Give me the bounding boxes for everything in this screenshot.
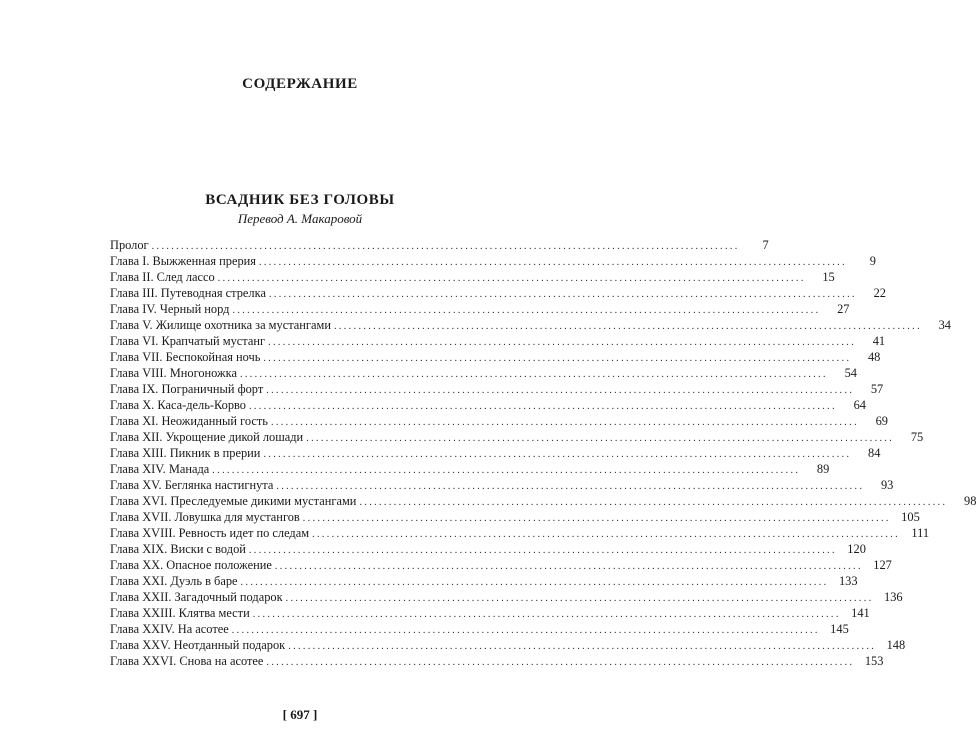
toc-entry [110, 381, 884, 397]
toc-entry-title: Глава V. Жилище охотника за мустангами [110, 318, 331, 332]
toc-entry [110, 557, 892, 573]
toc-entry-title: Глава X. Каса-дель-Корво [110, 398, 246, 412]
toc-entry-title: Глава XIX. Виски с водой [110, 542, 246, 556]
toc-entry [110, 253, 876, 269]
toc-entry-title: Глава XVII. Ловушка для мустангов [110, 510, 300, 524]
toc-leader-dots: ........................................................................................................................ [276, 481, 865, 492]
toc-entry-page: 120 [847, 542, 866, 556]
toc-entry-title: Глава XXII. Загадочный подарок [110, 590, 283, 604]
toc-leader-dots: ........................................................................................................................ [232, 305, 821, 316]
toc-leader-dots: ........................................................................................................................ [306, 433, 895, 444]
toc-entry [110, 429, 924, 445]
translator-credit: Перевод А. Макаровой [237, 211, 363, 226]
toc-leader-dots: ........................................................................................................................ [274, 561, 863, 572]
page-number: [ 697 ] [282, 707, 318, 722]
toc-entry-title: Глава XVIII. Ревность идет по следам [110, 526, 310, 540]
toc-entry-title: Глава XV. Беглянка настигнута [110, 478, 274, 492]
toc-entry-page: 93 [880, 478, 894, 492]
toc-entry-page: 84 [868, 446, 881, 460]
toc-entry-page: 9 [869, 254, 876, 268]
toc-entry [110, 461, 830, 477]
toc-entry [110, 605, 870, 621]
toc-entry-page: 75 [910, 430, 924, 444]
toc-leader-dots: ........................................................................................................................ [268, 337, 857, 348]
toc-entry-title: Глава XIII. Пикник в прерии [110, 446, 261, 460]
toc-entry-page: 141 [851, 606, 870, 620]
toc-entry-page: 98 [964, 494, 976, 508]
toc-entry-page: 69 [875, 414, 888, 428]
toc-entry-title: Глава IV. Черный норд [110, 302, 230, 316]
toc-entry-page: 41 [872, 334, 886, 348]
toc-entry-page: 89 [816, 462, 830, 476]
toc-entry [110, 541, 866, 557]
toc-leader-dots: ........................................................................................................................ [151, 241, 740, 252]
toc-entry-page: 48 [867, 350, 881, 364]
toc-entry-page: 54 [844, 366, 857, 380]
toc-entry [110, 317, 951, 333]
toc-entry [110, 509, 920, 525]
toc-entry-title: Глава XXIV. На асотее [110, 622, 229, 636]
toc-entry-page: 15 [822, 270, 835, 284]
toc-leader-dots: ........................................................................................................................ [268, 289, 857, 300]
toc-entry [110, 397, 866, 413]
toc-entry [110, 301, 850, 317]
work-title: ВСАДНИК БЕЗ ГОЛОВЫ [205, 192, 395, 208]
toc-leader-dots: ........................................................................................................................ [263, 449, 852, 460]
toc-entry [110, 573, 858, 589]
toc-entry [110, 285, 886, 301]
toc-leader-dots: ........................................................................................................................ [240, 577, 829, 588]
toc-entry-page: 148 [886, 638, 906, 652]
toc-entry [110, 493, 976, 509]
toc-entry [110, 637, 906, 653]
toc-entry-page: 133 [838, 574, 858, 588]
toc-leader-dots: ........................................................................................................................ [285, 593, 874, 604]
toc-entry-title: Глава VII. Беспокойная ночь [110, 350, 261, 364]
toc-entry [110, 445, 881, 461]
toc-entry-title: Глава XII. Укрощение дикой лошади [110, 430, 304, 444]
toc-entry-title: Глава III. Путеводная стрелка [110, 286, 266, 300]
toc-entry-title: Глава XXI. Дуэль в баре [110, 574, 238, 588]
toc-entry [110, 653, 884, 669]
toc-leader-dots: ........................................................................................................................ [258, 257, 847, 268]
toc-entry-page: 105 [901, 510, 920, 524]
toc-leader-dots: ........................................................................................................................ [239, 369, 828, 380]
toc-leader-dots: ........................................................................................................................ [263, 353, 852, 364]
toc-entry-title: Глава VIII. Многоножка [110, 366, 237, 380]
toc-leader-dots: ........................................................................................................................ [252, 609, 841, 620]
toc-leader-dots: ........................................................................................................................ [266, 385, 855, 396]
toc-leader-dots: ........................................................................................................................ [302, 513, 891, 524]
toc-entry [110, 525, 930, 541]
toc-entry-page: 64 [853, 398, 866, 412]
toc-entry [110, 237, 769, 253]
toc-entry [110, 589, 903, 605]
table-of-contents [110, 237, 976, 669]
toc-entry-title: Глава XXV. Неотданный подарок [110, 638, 286, 652]
toc-leader-dots: ........................................................................................................................ [231, 625, 820, 636]
toc-entry-page: 145 [830, 622, 849, 636]
toc-entry-page: 127 [873, 558, 892, 572]
toc-leader-dots: ........................................................................................................................ [248, 401, 837, 412]
toc-entry [110, 413, 888, 429]
toc-entry-page: 57 [870, 382, 884, 396]
toc-entry [110, 349, 881, 365]
toc-entry [110, 477, 894, 493]
toc-entry-page: 22 [873, 286, 886, 300]
toc-entry-page: 27 [837, 302, 850, 316]
page-heading: СОДЕРЖАНИЕ [242, 76, 358, 92]
toc-entry-title: Глава IX. Пограничный форт [110, 382, 264, 396]
toc-leader-dots: ........................................................................................................................ [359, 497, 948, 508]
toc-entry-title: Глава XVI. Преследуемые дикими мустангами [110, 494, 357, 508]
toc-entry-title: Глава XXVI. Снова на асотее [110, 654, 264, 668]
toc-entry [110, 365, 857, 381]
toc-leader-dots: ........................................................................................................................ [333, 321, 922, 332]
toc-entry-page: 7 [762, 238, 769, 252]
toc-entry-page: 153 [864, 654, 884, 668]
toc-leader-dots: ........................................................................................................................ [266, 657, 855, 668]
toc-leader-dots: ........................................................................................................................ [312, 529, 901, 540]
toc-entry-page: 111 [911, 526, 930, 540]
toc-leader-dots: ........................................................................................................................ [212, 465, 801, 476]
toc-entry-title: Глава XI. Неожиданный гость [110, 414, 268, 428]
toc-leader-dots: ........................................................................................................................ [248, 545, 837, 556]
toc-leader-dots: ........................................................................................................................ [270, 417, 859, 428]
toc-leader-dots: ........................................................................................................................ [217, 273, 806, 284]
toc-entry [110, 333, 886, 349]
toc-entry-title: Глава XXIII. Клятва мести [110, 606, 250, 620]
toc-entry-title: Глава XIV. Манада [110, 462, 210, 476]
toc-entry-title: Глава VI. Крапчатый мустанг [110, 334, 266, 348]
toc-entry-page: 34 [938, 318, 951, 332]
toc-entry-page: 136 [884, 590, 903, 604]
toc-entry-title: Глава XX. Опасное положение [110, 558, 272, 572]
toc-entry [110, 621, 849, 637]
toc-entry-title: Глава I. Выжженная прерия [110, 254, 256, 268]
toc-entry-title: Пролог [110, 238, 149, 252]
toc-leader-dots: ........................................................................................................................ [288, 641, 877, 652]
toc-entry [110, 269, 835, 285]
toc-entry-title: Глава II. След лассо [110, 270, 215, 284]
